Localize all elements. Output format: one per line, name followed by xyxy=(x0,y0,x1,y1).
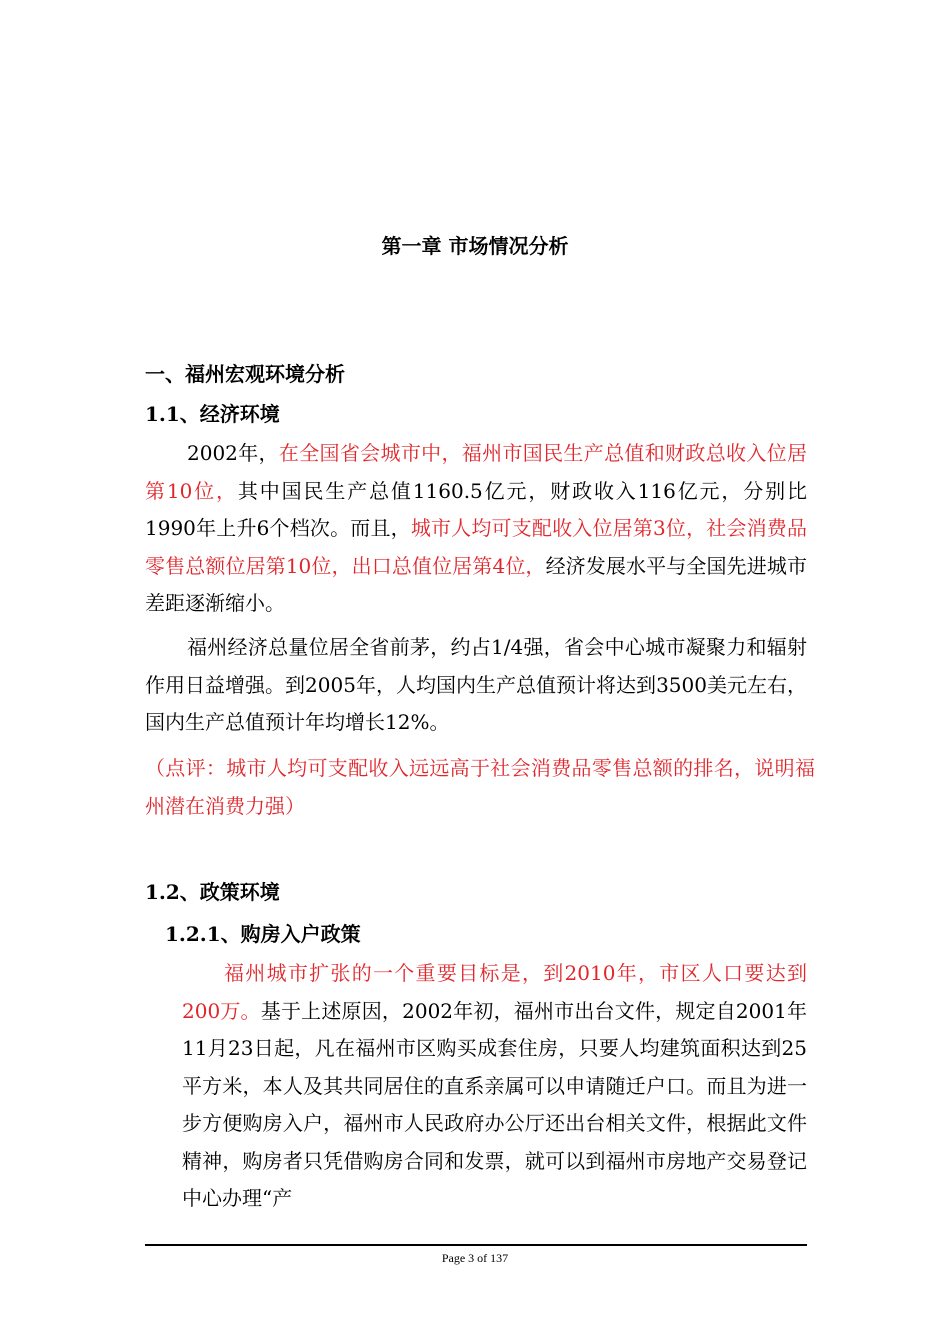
economy-p1-text-1: 2002年， xyxy=(187,441,279,465)
economy-paragraph-2: 福州经济总量位居全省前茅，约占1/4强，省会中心城市凝聚力和辐射作用日益增强。到2005年，人均国内生产总值预计将达到3500美元左右，国内生产总值预计年均增长12%。 xyxy=(145,635,807,734)
subsection-heading-policy: 1.2、政策环境 xyxy=(145,880,280,904)
footer-divider xyxy=(145,1244,807,1246)
economy-p1-text-3: 经济发展水平与全国先进城市差距逐渐缩小。 xyxy=(145,553,807,615)
economy-p1-highlight-1: 在全国省会城市中，福州市国民生产总值和财政总收入位居第10位， xyxy=(145,441,807,503)
economy-comment: （点评：城市人均可支配收入远远高于社会消费品零售总额的排名，说明福州潜在消费力强） xyxy=(145,756,815,818)
page-number: Page 3 of 137 xyxy=(441,1251,509,1265)
policy-p1-highlight: 福州城市扩张的一个重要目标是，到2010年，市区人口要达到200万。 xyxy=(182,961,807,1023)
chapter-title: 第一章 市场情况分析 xyxy=(381,234,569,258)
policy-paragraph-1 xyxy=(182,955,807,1218)
section-heading-macro-environment: 一、福州宏观环境分析 xyxy=(145,362,345,386)
economy-paragraph-1 xyxy=(145,435,807,623)
subsubsection-heading-housing-registration: 1.2.1、购房入户政策 xyxy=(165,922,361,946)
economy-p1-text-2: 其中国民生产总值1160.5亿元，财政收入116亿元，分别比1990年上升6个档次。而且， xyxy=(145,478,808,540)
subsection-heading-economy: 1.1、经济环境 xyxy=(145,402,280,426)
economy-p1-highlight-2: 城市人均可支配收入位居第3位，社会消费品零售总额位居第10位，出口总值位居第4位， xyxy=(145,516,807,578)
policy-p1-text: 基于上述原因，2002年初，福州市出台文件，规定自2001年11月23日起，凡在福州市区购买成套住房，只要人均建筑面积达到25平方米，本人及其共同居住的直系亲属可以申请随迁户口。而且为进一步方便购房入户，福州市人民政府办公厅还出台相关文件，根据此文件精神，购房者只凭借购房合同和发票，就可以到福州市房地产交易登记中心办理“产 xyxy=(182,998,807,1210)
